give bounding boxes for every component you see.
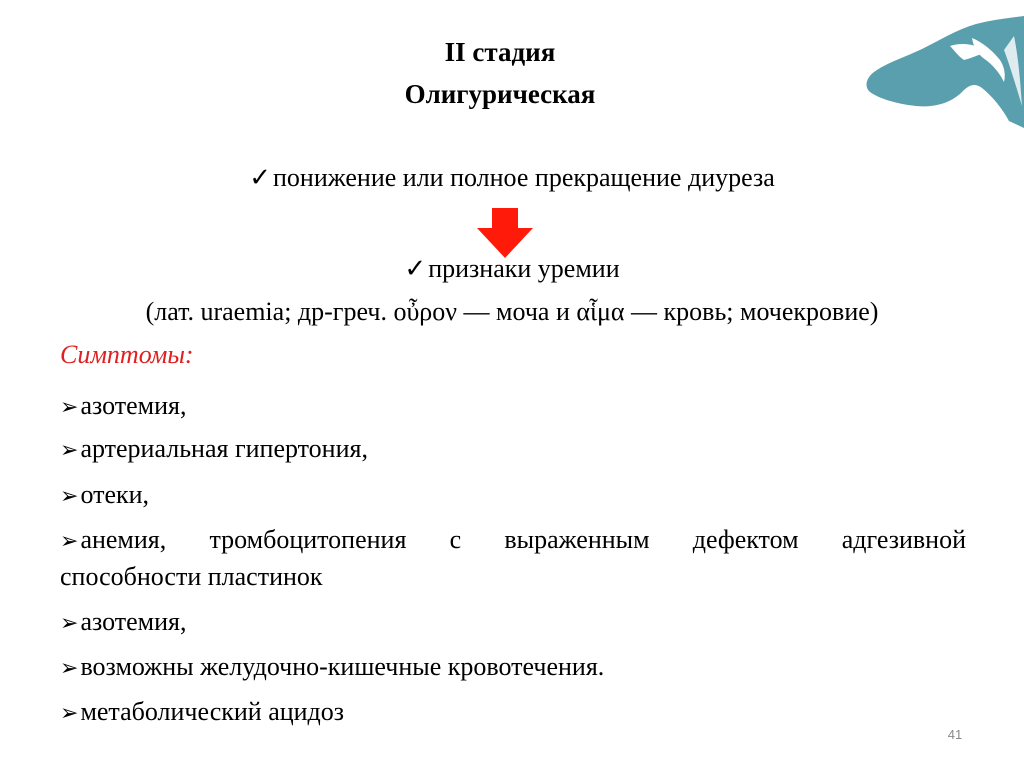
slide-title-stage: II стадия xyxy=(444,37,556,67)
list-item: ➢отеки, xyxy=(60,480,150,509)
list-item: ➢анемия, тромбоцитопения с выраженным дефектом адгезивной xyxy=(60,525,966,554)
horse-logo-icon xyxy=(864,16,1024,128)
slide-title-name: Олигурическая xyxy=(404,79,596,109)
list-item: ➢азотемия, xyxy=(60,607,187,636)
page-number: 41 xyxy=(947,727,963,742)
list-item: ➢метаболический ацидоз xyxy=(60,697,345,726)
symptoms-heading: Симптомы: xyxy=(60,340,194,369)
point-uremia xyxy=(0,253,1024,285)
list-item-continuation: способности пластинок xyxy=(60,562,323,591)
point-uremia-text: признаки уремии xyxy=(428,254,620,283)
etymology-text: (лат. uraemia; др-греч. οὖρον — моча и αἷμα — кровь; мочекровие) xyxy=(145,297,879,326)
point-diuresis-text: понижение или полное прекращение диуреза xyxy=(273,163,775,192)
checkmark-icon: ✓ xyxy=(404,254,427,283)
arrow-bullet-icon: ➢ xyxy=(60,655,79,680)
list-item: ➢возможны желудочно-кишечные кровотечения. xyxy=(60,652,605,681)
arrow-bullet-icon: ➢ xyxy=(60,610,79,635)
arrow-bullet-icon: ➢ xyxy=(60,700,79,725)
arrow-bullet-icon: ➢ xyxy=(60,528,79,553)
red-down-arrow-icon xyxy=(477,208,533,258)
point-diuresis xyxy=(0,162,1024,194)
checkmark-icon: ✓ xyxy=(249,163,272,192)
arrow-bullet-icon: ➢ xyxy=(60,483,79,508)
arrow-bullet-icon: ➢ xyxy=(60,394,79,419)
list-item: ➢артериальная гипертония, xyxy=(60,434,368,463)
list-item: ➢азотемия, xyxy=(60,391,187,420)
arrow-bullet-icon: ➢ xyxy=(60,437,79,462)
